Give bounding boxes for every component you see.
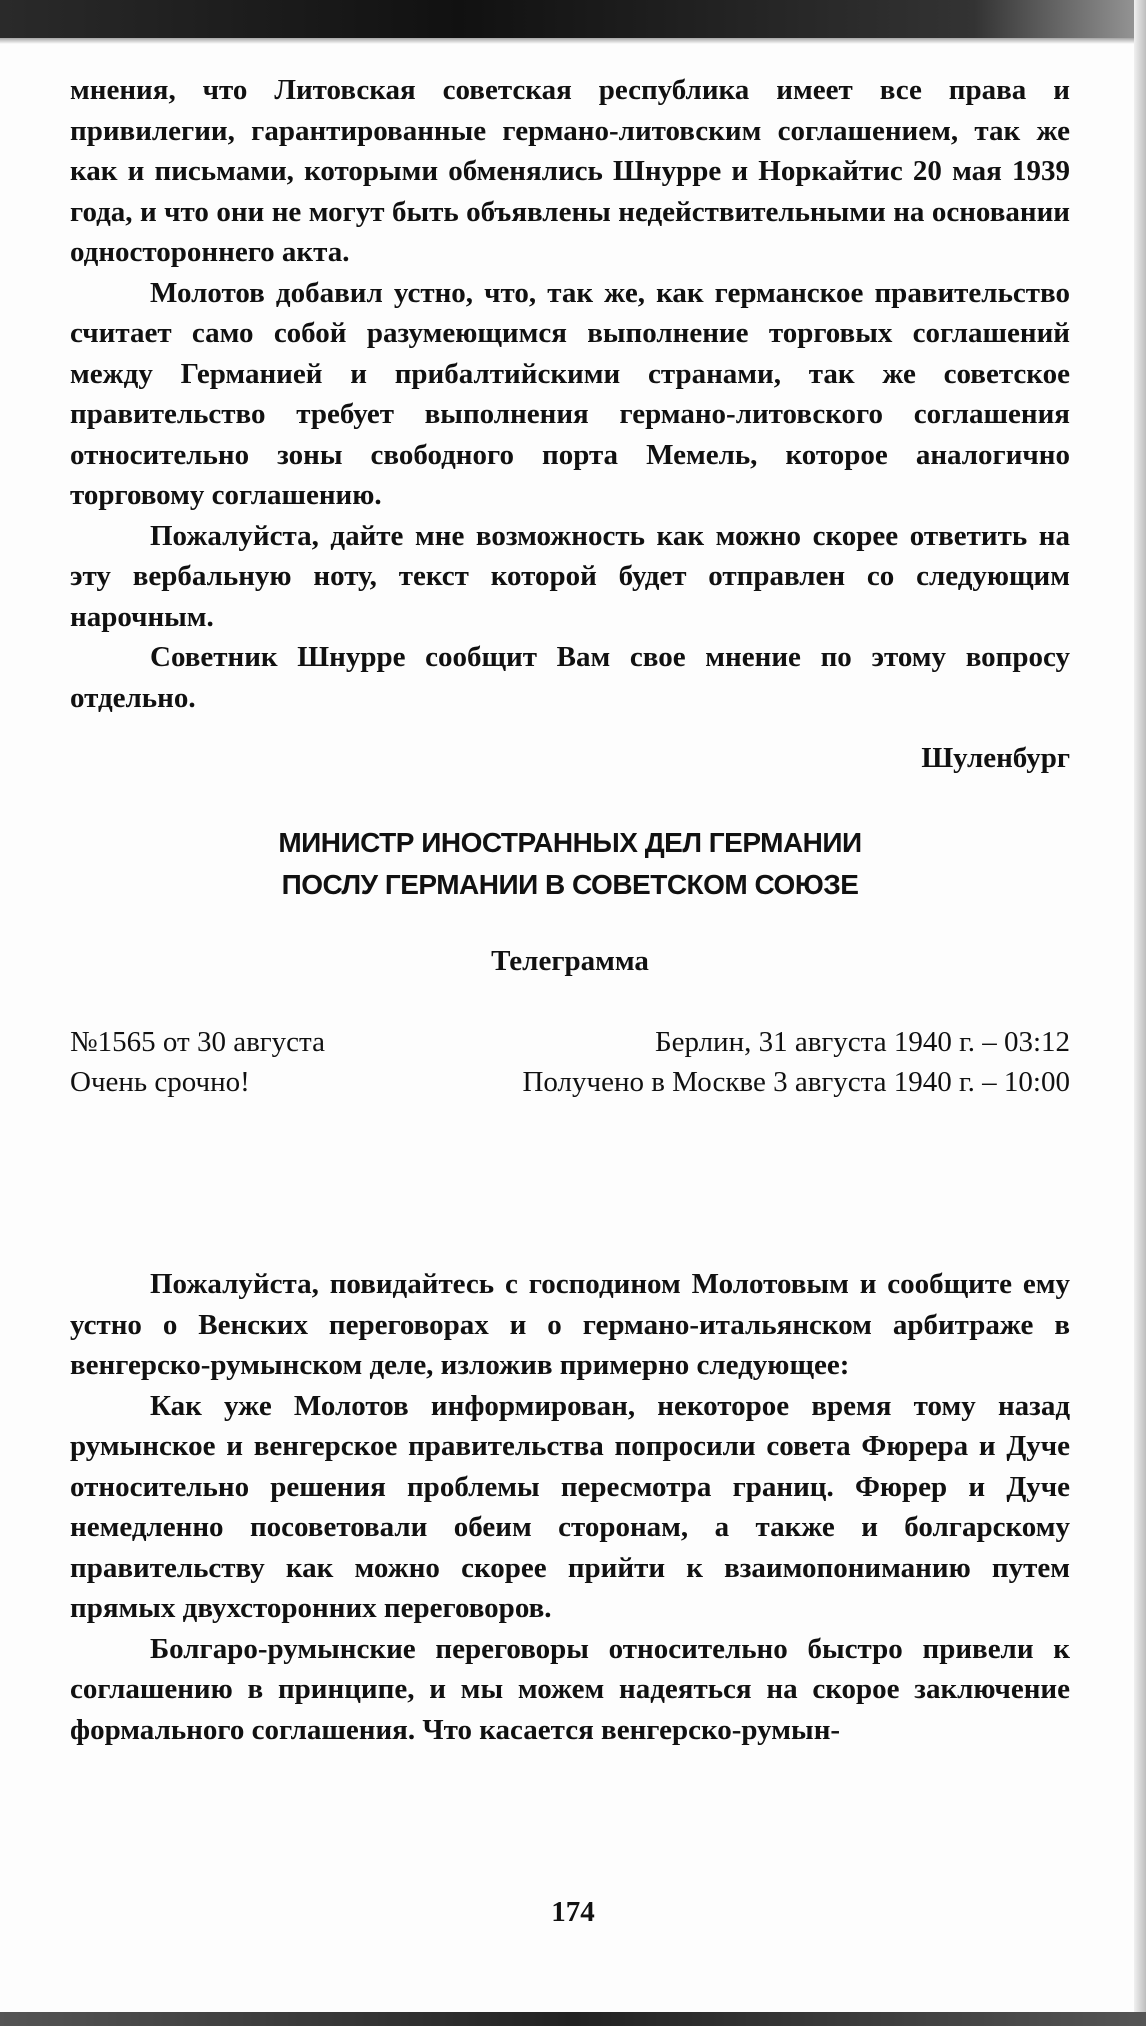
document-type: Телеграмма	[491, 945, 649, 977]
telegram-number-date: №1565 от 30 августа	[70, 1026, 325, 1058]
scan-right-edge	[1134, 0, 1146, 2026]
sent-place-time: Берлин, 31 августа 1940 г. – 03:12	[654, 1026, 1070, 1058]
paragraph: Пожалуйста, дайте мне возможность как можно скорее ответить на эту вербальную ноту, текст которой будет отправлен со следующим нарочным.	[70, 519, 1070, 633]
received-place-time: Получено в Москве 3 августа 1940 г. – 10:00	[522, 1066, 1070, 1098]
paragraph: Пожалуйста, повидайтесь с господином Молотовым и сообщите ему устно о Венских переговорах и о германо-итальянском арбитраже в венгерско-румынском деле, изложив примерно следующее:	[70, 1268, 1070, 1381]
heading-line-1: МИНИСТР ИНОСТРАННЫХ ДЕЛ ГЕРМАНИИ	[278, 827, 862, 858]
meta-row-2	[70, 1062, 1070, 1102]
telegram-body	[70, 1264, 1070, 1750]
urgency-label: Очень срочно!	[70, 1066, 250, 1098]
scan-bottom-edge	[0, 2012, 1146, 2026]
paragraph: Советник Шнурре сообщит Вам свое мнение по этому вопросу отдельно.	[70, 641, 1070, 714]
signature: Шуленбург	[921, 742, 1070, 774]
meta-row-1	[70, 1022, 1070, 1062]
heading-line-2: ПОСЛУ ГЕРМАНИИ В СОВЕТСКОМ СОЮЗЕ	[281, 869, 859, 900]
paragraph: мнения, что Литовская советская республика имеет все права и привилегии, гарантированные германо-литовским соглашением, так же как и письмами, которыми обменялись Шнурре и Норкайтис 20 мая 1939 года, и что они не могут быть объявлены недействительными на основании одностороннего акта.	[70, 74, 1070, 268]
paragraph: Болгаро-румынские переговоры относительно быстро привели к соглашению в принципе, и мы можем надеяться на скорое заключение формального соглашения. Что касается венгерско-румын-	[70, 1632, 1070, 1746]
intro-text-block	[70, 70, 1070, 718]
page-number: 174	[551, 1896, 595, 1928]
paragraph: Молотов добавил устно, что, так же, как германское правительство считает само собой разумеющимся выполнение торговых соглашений между Германией и прибалтийскими странами, так же советское правительство требует выполнения германо-литовского соглашения относительно зоны свободного порта Мемель, которое аналогично торговому соглашению.	[70, 276, 1070, 511]
scan-top-edge	[0, 0, 1146, 38]
paragraph: Как уже Молотов информирован, некоторое время тому назад румынское и венгерское правительства попросили совета Фюрера и Дуче относительно решения проблемы пересмотра границ. Фюрер и Дуче немедленно посоветовали обеим сторонам, а также и болгарскому правительству как можно скорее прийти к взаимопониманию путем прямых двухсторонних переговоров.	[70, 1389, 1070, 1624]
